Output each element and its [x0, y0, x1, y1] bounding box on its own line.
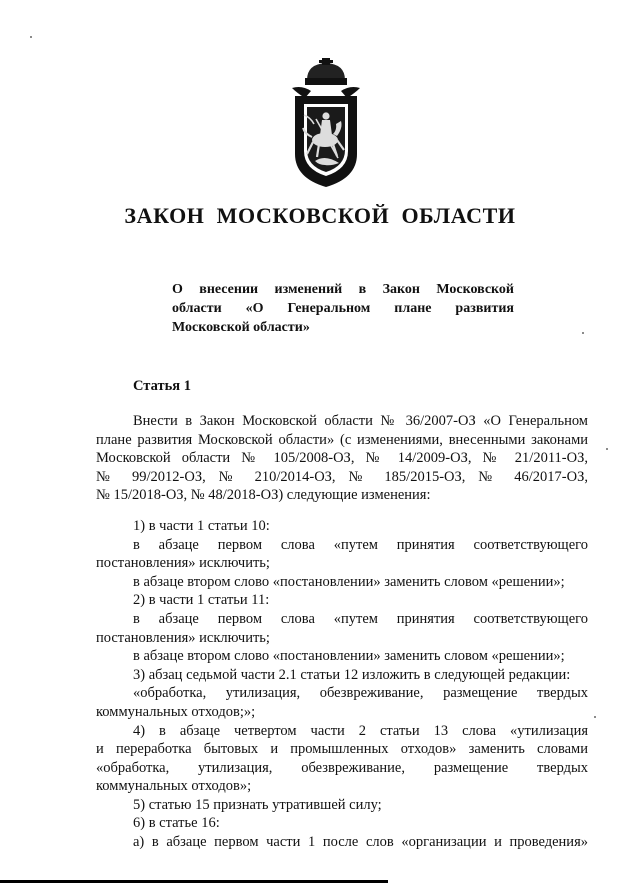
coat-of-arms-icon [285, 58, 367, 190]
list-item-line: 2) в части 1 статьи 11: [133, 592, 270, 609]
article-heading: Статья 1 [133, 378, 191, 394]
list-item-line: коммунальных отходов;»; [96, 703, 256, 720]
list-item-line: в абзаце втором слово «постановлении» заменить словом «решении»; [133, 648, 565, 665]
law-title: ЗАКОН МОСКОВСКОЙ ОБЛАСТИ [124, 203, 516, 228]
page-edge-rule [0, 880, 388, 883]
list-item-line: 1) в части 1 статьи 10: [133, 517, 270, 534]
list-item-line: в абзаце первом слова «путем принятия соответствующего [133, 610, 588, 627]
paragraph-line: плане развития Московской области» (с изменениями, внесенными законами [96, 431, 588, 448]
scan-speck [582, 332, 584, 334]
list-item-line: постановления» исключить; [96, 629, 270, 646]
list-item-line: а) в абзаце первом части 1 после слов «организации и проведения» [133, 834, 588, 851]
list-item-line: 5) статью 15 признать утратившей силу; [133, 796, 382, 813]
list-item-line: коммунальных отходов»; [96, 778, 252, 795]
list-item-line: в абзаце втором слово «постановлении» заменить словом «решении»; [133, 573, 565, 590]
scan-speck [30, 36, 32, 38]
scan-speck [594, 716, 596, 718]
paragraph-line: № 99/2012-ОЗ, № 210/2014-ОЗ, № 185/2015-ОЗ, № 46/2017-ОЗ, [96, 468, 588, 485]
paragraph-line: Московской области № 105/2008-ОЗ, № 14/2009-ОЗ, № 21/2011-ОЗ, [96, 450, 588, 467]
scan-speck [606, 448, 608, 450]
law-subtitle [172, 280, 514, 337]
paragraph-line: № 15/2018-ОЗ, № 48/2018-ОЗ) следующие изменения: [96, 487, 431, 504]
paragraph-line: Внести в Закон Московской области № 36/2007-ОЗ «О Генеральном [133, 413, 588, 429]
list-item-line: 3) абзац седьмой части 2.1 статьи 12 изложить в следующей редакции: [133, 666, 571, 683]
list-item-line: в абзаце первом слова «путем принятия соответствующего [133, 536, 588, 553]
list-item-line: «обработка, утилизация, обезвреживание, размещение твердых [96, 759, 588, 776]
subtitle-line: области «О Генеральном плане развития [172, 301, 514, 316]
list-item-line: постановления» исключить; [96, 555, 270, 572]
paragraph-spacer [96, 505, 588, 517]
list-item-line: 4) в абзаце четвертом части 2 статьи 13 слова «утилизация [133, 722, 588, 739]
subtitle-line: О внесении изменений в Закон Московской [172, 282, 514, 297]
list-item-line: и переработка бытовых и промышленных отходов» заменить словами [96, 741, 588, 758]
subtitle-line: Московской области» [172, 320, 310, 335]
list-item-line: «обработка, утилизация, обезвреживание, размещение твердых [133, 685, 588, 702]
list-item-line: 6) в статье 16: [133, 815, 220, 832]
article-body [96, 412, 588, 852]
